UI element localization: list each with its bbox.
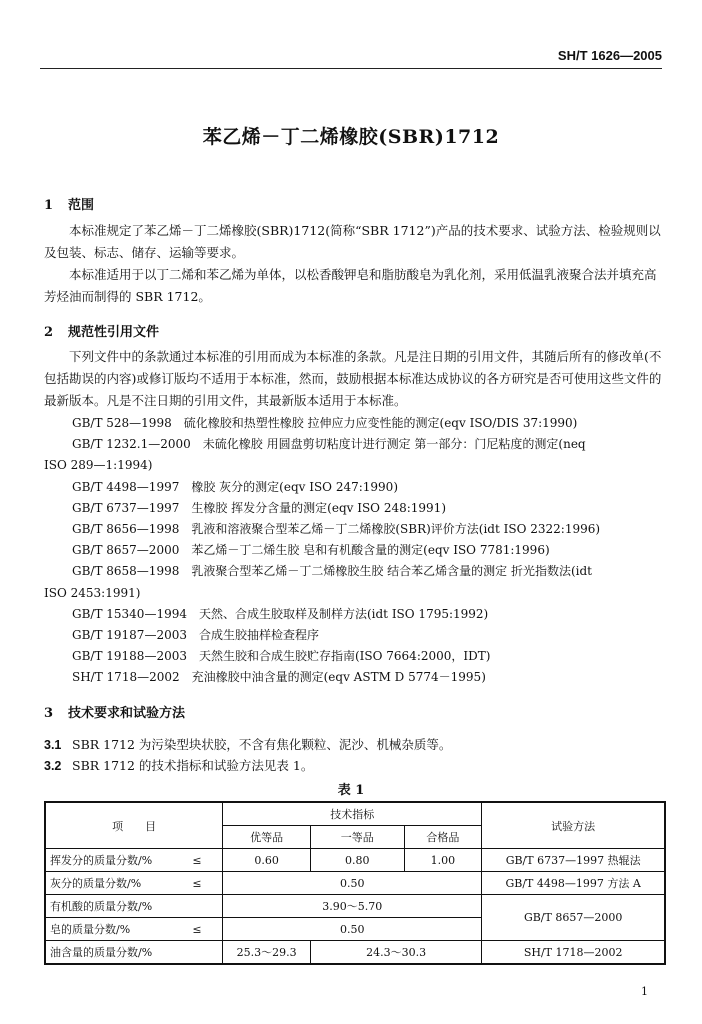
cell-method: GB/T 8657—2000 (482, 895, 665, 941)
section-number: 1 (44, 198, 54, 213)
header-item: 项 目 (45, 802, 223, 849)
table-row (45, 941, 665, 965)
row-item: 挥发分的质量分数/% (45, 849, 192, 872)
section-number: 3 (44, 706, 54, 721)
reference-text: GB/T 8658—1998 乳液聚合型苯乙烯－丁二烯橡胶生胶 结合苯乙烯含量的测定 折光指数法(idt (72, 564, 592, 579)
header-grade-qualified: 合格品 (404, 826, 482, 849)
header-grade-premium: 优等品 (223, 826, 311, 849)
cell-value: 0.60 (223, 849, 311, 872)
reference-item (44, 498, 662, 519)
reference-item (44, 540, 662, 561)
clause-text: SBR 1712 的技术指标和试验方法见表 1。 (72, 758, 314, 773)
reference-text: GB/T 19187—2003 合成生胶抽样检查程序 (72, 628, 319, 643)
table-row (45, 849, 665, 872)
header-spec: 技术指标 (223, 802, 482, 826)
header-grade-first: 一等品 (310, 826, 404, 849)
document-title: 苯乙烯－丁二烯橡胶(SBR)1712 (202, 126, 500, 148)
reference-text: GB/T 4498—1997 橡胶 灰分的测定(eqv ISO 247:1990) (72, 479, 398, 494)
page-number: 1 (641, 985, 648, 998)
cell-method: SH/T 1718—2002 (482, 941, 665, 965)
cell-value: 0.50 (223, 872, 482, 895)
table-row (45, 895, 665, 918)
reference-item (44, 667, 662, 688)
clause-number: 3.1 (44, 738, 62, 752)
reference-item (44, 646, 662, 667)
reference-item (44, 519, 662, 540)
cell-value: 0.80 (310, 849, 404, 872)
table-caption: 表 1 (337, 783, 365, 798)
cell-value: 0.50 (223, 918, 482, 941)
row-item: 皂的质量分数/% (45, 918, 192, 941)
header-rule (40, 68, 662, 69)
cell-value: 3.90～5.70 (223, 895, 482, 918)
row-symbol (192, 941, 222, 965)
reference-item (44, 477, 662, 498)
cell-value: 1.00 (404, 849, 482, 872)
reference-item (44, 625, 662, 646)
cell-method: GB/T 6737—1997 热辊法 (482, 849, 665, 872)
section-2-heading (44, 321, 159, 340)
section-title: 技术要求和试验方法 (68, 706, 186, 721)
reference-text: GB/T 6737—1997 生橡胶 挥发分含量的测定(eqv ISO 248:1991) (72, 500, 446, 515)
clause-3-1 (44, 735, 451, 753)
reference-item (44, 434, 662, 476)
clause-number: 3.2 (44, 759, 62, 773)
reference-text: SH/T 1718—2002 充油橡胶中油含量的测定(eqv ASTM D 5774－1995) (72, 670, 486, 685)
cell-method: GB/T 4498—1997 方法 A (482, 872, 665, 895)
section-number: 2 (44, 325, 54, 340)
row-item: 灰分的质量分数/% (45, 872, 192, 895)
cell-value: 24.3～30.3 (310, 941, 481, 965)
row-symbol: ≤ (192, 849, 222, 872)
row-item: 油含量的质量分数/% (45, 941, 192, 965)
reference-text: GB/T 8657—2000 苯乙烯－丁二烯生胶 皂和有机酸含量的测定(eqv ISO 7781:1996) (72, 543, 550, 558)
section-3-heading (44, 702, 185, 721)
reference-text: GB/T 528—1998 硫化橡胶和热塑性橡胶 拉伸应力应变性能的测定(eqv ISO/DIS 37:1990) (72, 416, 578, 430)
row-item: 有机酸的质量分数/% (45, 895, 192, 918)
reference-text: GB/T 15340—1994 天然、合成生胶取样及制样方法(idt ISO 1795:1992) (72, 606, 489, 621)
table-row (45, 872, 665, 895)
section-title: 范围 (68, 198, 95, 213)
reference-item (44, 561, 662, 603)
clause-text: SBR 1712 为污染型块状胶，不含有焦化颗粒、泥沙、机械杂质等。 (72, 737, 452, 752)
reference-text: GB/T 1232.1—2000 未硫化橡胶 用圆盘剪切粘度计进行测定 第一部分：门尼粘度的测定(neq (72, 437, 586, 452)
cell-value: 25.3～29.3 (223, 941, 311, 965)
reference-text: GB/T 19188—2003 天然生胶和合成生胶贮存指南(ISO 7664:2000，IDT) (72, 649, 491, 664)
header-method: 试验方法 (482, 802, 665, 849)
row-symbol: ≤ (192, 872, 222, 895)
section-1-paragraph-1: 本标准规定了苯乙烯－丁二烯橡胶(SBR)1712(简称“SBR 1712”)产品的技术要求、试验方法、检验规则以及包装、标志、储存、运输等要求。 (44, 223, 661, 260)
section-1-heading (44, 194, 94, 213)
spec-table (44, 801, 666, 965)
section-1-paragraph-2: 本标准适用于以丁二烯和苯乙烯为单体，以松香酸钾皂和脂肪酸皂为乳化剂，采用低温乳液聚合法并填充高芳烃油而制得的 SBR 1712。 (44, 267, 657, 304)
reference-item (44, 413, 662, 434)
reference-text: GB/T 8656—1998 乳液和溶液聚合型苯乙烯－丁二烯橡胶(SBR)评价方法(idt ISO 2322:1996) (72, 522, 601, 537)
clause-3-2 (44, 756, 313, 774)
reference-continuation: ISO 289—1:1994) (44, 458, 153, 473)
standard-code: SH/T 1626—2005 (557, 48, 662, 63)
section-title: 规范性引用文件 (68, 325, 160, 340)
reference-continuation: ISO 2453:1991) (44, 585, 141, 600)
reference-item (44, 604, 662, 625)
row-symbol: ≤ (192, 918, 222, 941)
section-2-paragraph: 下列文件中的条款通过本标准的引用而成为本标准的条款。凡是注日期的引用文件，其随后所有的修改单(不包括勘误的内容)或修订版均不适用于本标准，然而，鼓励根据本标准达成协议的各方研究是否可使用这些文件的最新版本。凡是不注日期的引用文件，其最新版本适用于本标准。 (44, 349, 662, 408)
row-symbol (192, 895, 222, 918)
reference-list (44, 413, 662, 689)
